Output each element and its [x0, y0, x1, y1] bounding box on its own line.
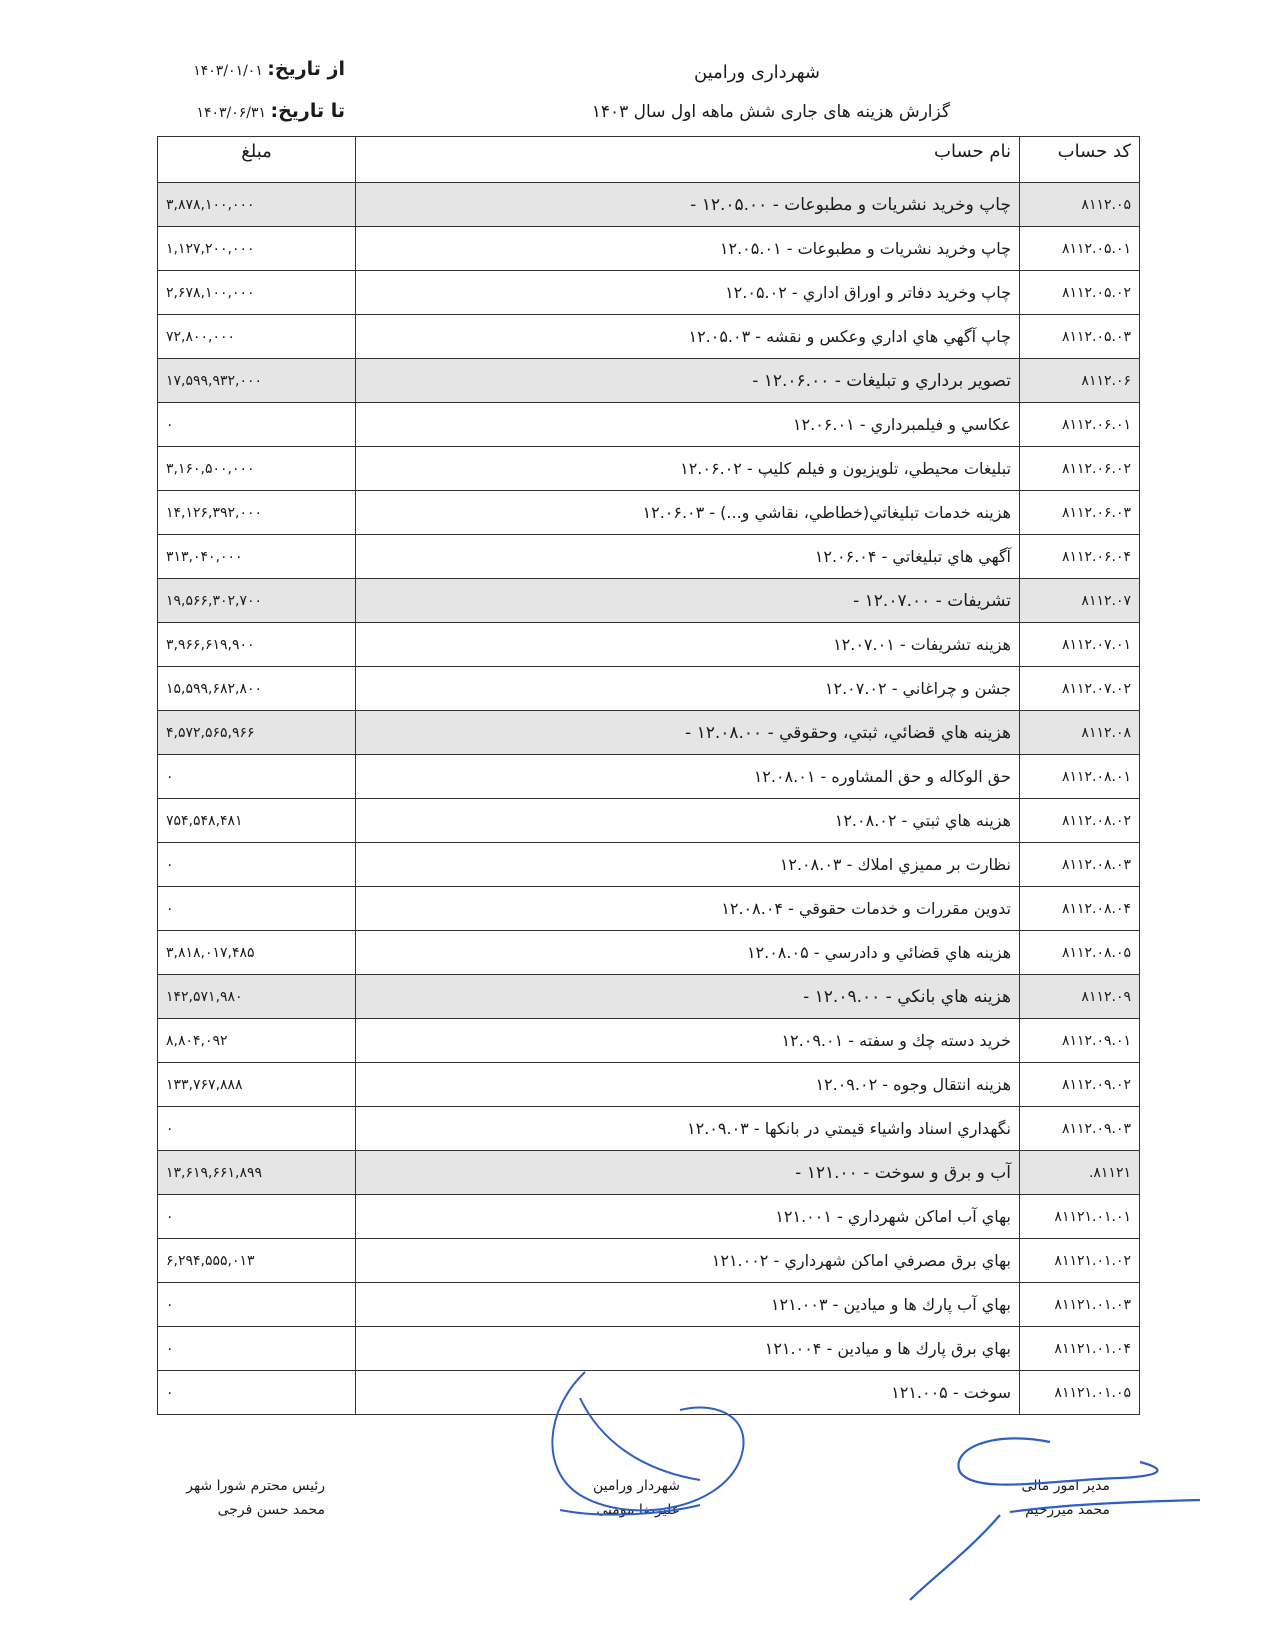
account-name-cell: آگهي هاي تبليغاتي - ۱۲.۰۶.۰۴	[356, 535, 1020, 579]
table-row-group	[158, 1151, 1140, 1195]
amount-cell: ۰	[158, 1327, 356, 1371]
table-row	[158, 491, 1140, 535]
account-code-cell: ۸۱۱۲.۰۸.۰۲	[1020, 799, 1140, 843]
account-name-cell: بهاي آب اماكن شهرداري - ۱۲۱.۰۰۱	[356, 1195, 1020, 1239]
from-date-label: از تاریخ:	[267, 58, 345, 80]
account-name-cell: هزينه تشريفات - ۱۲.۰۷.۰۱	[356, 623, 1020, 667]
account-name-cell: سوخت - ۱۲۱.۰۰۵	[356, 1371, 1020, 1415]
account-name-cell: چاپ آگهي هاي اداري وعکس و نقشه - ۱۲.۰۵.۰۳	[356, 315, 1020, 359]
table-row-group	[158, 183, 1140, 227]
column-header-amount: مبلغ	[158, 137, 356, 183]
finance-signature-block	[1000, 1474, 1110, 1522]
report-subtitle: گزارش هزینه های جاری شش ماهه اول سال ۱۴۰۳	[591, 102, 950, 122]
table-row	[158, 1195, 1140, 1239]
amount-cell: ۰	[158, 1283, 356, 1327]
amount-cell: ۰	[158, 843, 356, 887]
table-row	[158, 1019, 1140, 1063]
account-name-cell: آب و برق و سوخت - ۱۲۱.۰۰ -	[356, 1151, 1020, 1195]
table-row	[158, 1239, 1140, 1283]
finance-title: مدیر امور مالی	[1021, 1478, 1110, 1494]
table-row	[158, 887, 1140, 931]
account-name-cell: بهاي آب پارك ها و ميادين - ۱۲۱.۰۰۳	[356, 1283, 1020, 1327]
account-name-cell: تبليغات محيطي، تلويزيون و فيلم کليپ - ۱۲.۰۶.۰۲	[356, 447, 1020, 491]
table-row	[158, 755, 1140, 799]
table-row-group	[158, 579, 1140, 623]
amount-cell: ۱۹,۵۶۶,۳۰۲,۷۰۰	[158, 579, 356, 623]
account-code-cell: ۸۱۱۲.۰۷.۰۲	[1020, 667, 1140, 711]
account-name-cell: نظارت بر مميزي املاك - ۱۲.۰۸.۰۳	[356, 843, 1020, 887]
account-name-cell: بهاي برق مصرفي اماكن شهرداري - ۱۲۱.۰۰۲	[356, 1239, 1020, 1283]
table-row	[158, 623, 1140, 667]
account-code-cell: ۸۱۱۲.۰۸	[1020, 711, 1140, 755]
finance-name: محمد میرزحیم	[1025, 1502, 1110, 1518]
table-header-row	[158, 137, 1140, 183]
account-code-cell: ۸۱۱۲.۰۵	[1020, 183, 1140, 227]
council-name: محمد حسن فرجی	[217, 1502, 325, 1518]
to-date-label: تا تاریخ:	[270, 100, 345, 122]
account-code-cell: ۸۱۱۲.۰۹.۰۲	[1020, 1063, 1140, 1107]
table-row	[158, 1107, 1140, 1151]
account-code-cell: ۸۱۱۲۱.۰۱.۰۵	[1020, 1371, 1140, 1415]
amount-cell: ۴,۵۷۲,۵۶۵,۹۶۶	[158, 711, 356, 755]
table-row	[158, 315, 1140, 359]
from-date-value: ۱۴۰۳/۰۱/۰۱	[193, 63, 263, 79]
account-name-cell: هزينه هاي قضائي و دادرسي - ۱۲.۰۸.۰۵	[356, 931, 1020, 975]
account-code-cell: ۸۱۱۲.۰۸.۰۵	[1020, 931, 1140, 975]
account-name-cell: چاپ وخرید نشریات و مطبوعات - ۱۲.۰۵.۰۱	[356, 227, 1020, 271]
amount-cell: ۸,۸۰۴,۰۹۲	[158, 1019, 356, 1063]
table-row	[158, 667, 1140, 711]
table-row	[158, 799, 1140, 843]
council-signature-block	[160, 1474, 325, 1522]
account-code-cell: ۸۱۱۲.۰۷.۰۱	[1020, 623, 1140, 667]
account-code-cell: ۸۱۱۲.۰۷	[1020, 579, 1140, 623]
column-header-name: نام حساب	[356, 137, 1020, 183]
account-code-cell: ۸۱۱۲۱.۰۱.۰۳	[1020, 1283, 1140, 1327]
table-row	[158, 1327, 1140, 1371]
to-date-line	[160, 100, 345, 122]
account-name-cell: هزينه هاي ثبتي - ۱۲.۰۸.۰۲	[356, 799, 1020, 843]
page-title: شهرداری ورامین	[694, 62, 820, 83]
account-name-cell: خريد دسته چك و سفته - ۱۲.۰۹.۰۱	[356, 1019, 1020, 1063]
amount-cell: ۳,۸۱۸,۰۱۷,۴۸۵	[158, 931, 356, 975]
amount-cell: ۷۲,۸۰۰,۰۰۰	[158, 315, 356, 359]
amount-cell: ۳۱۳,۰۴۰,۰۰۰	[158, 535, 356, 579]
account-code-cell: ۸۱۱۲.۰۵.۰۲	[1020, 271, 1140, 315]
account-code-cell: ۸۱۱۲.۰۵.۰۱	[1020, 227, 1140, 271]
table-row-group	[158, 975, 1140, 1019]
table-row-group	[158, 359, 1140, 403]
table-row	[158, 1063, 1140, 1107]
amount-cell: ۰	[158, 1195, 356, 1239]
account-code-cell: ۸۱۱۲.۰۸.۰۴	[1020, 887, 1140, 931]
account-name-cell: بهاي برق پارك ها و ميادين - ۱۲۱.۰۰۴	[356, 1327, 1020, 1371]
amount-cell: ۳,۹۶۶,۶۱۹,۹۰۰	[158, 623, 356, 667]
amount-cell: ۰	[158, 887, 356, 931]
to-date-value: ۱۴۰۳/۰۶/۳۱	[196, 105, 267, 121]
amount-cell: ۱۵,۵۹۹,۶۸۲,۸۰۰	[158, 667, 356, 711]
column-header-code: کد حساب	[1020, 137, 1140, 183]
amount-cell: ۱,۱۲۷,۲۰۰,۰۰۰	[158, 227, 356, 271]
table-row	[158, 1371, 1140, 1415]
account-name-cell: تصوير برداري و تبليغات - ۱۲.۰۶.۰۰ -	[356, 359, 1020, 403]
amount-cell: ۱۳۳,۷۶۷,۸۸۸	[158, 1063, 356, 1107]
table-row	[158, 271, 1140, 315]
account-name-cell: هزينه هاي بانكي - ۱۲.۰۹.۰۰ -	[356, 975, 1020, 1019]
account-code-cell: ۸۱۱۲.۰۶.۰۱	[1020, 403, 1140, 447]
account-code-cell: ۸۱۱۲۱.۰۱.۰۲	[1020, 1239, 1140, 1283]
account-name-cell: هزينه خدمات تبليغاتي(خطاطي، نقاشي و...) - ۱۲.۰۶.۰۳	[356, 491, 1020, 535]
account-name-cell: عکاسي و فيلمبرداري - ۱۲.۰۶.۰۱	[356, 403, 1020, 447]
table-row	[158, 931, 1140, 975]
account-name-cell: حق الوکاله و حق المشاوره - ۱۲.۰۸.۰۱	[356, 755, 1020, 799]
mayor-name: علیرضا مومنی	[596, 1502, 680, 1518]
amount-cell: ۱۳,۶۱۹,۶۶۱,۸۹۹	[158, 1151, 356, 1195]
table-row	[158, 843, 1140, 887]
account-name-cell: چاپ وخرید دفاتر و اوراق اداري - ۱۲.۰۵.۰۲	[356, 271, 1020, 315]
account-name-cell: چاپ وخرید نشریات و مطبوعات - ۱۲.۰۵.۰۰ -	[356, 183, 1020, 227]
amount-cell: ۷۵۴,۵۴۸,۴۸۱	[158, 799, 356, 843]
account-name-cell: تشريفات - ۱۲.۰۷.۰۰ -	[356, 579, 1020, 623]
account-code-cell: ۸۱۱۲.۰۸.۰۱	[1020, 755, 1140, 799]
amount-cell: ۶,۲۹۴,۵۵۵,۰۱۳	[158, 1239, 356, 1283]
account-code-cell: ۸۱۱۲.۰۶.۰۲	[1020, 447, 1140, 491]
account-name-cell: تدوين مقررات و خدمات حقوقي - ۱۲.۰۸.۰۴	[356, 887, 1020, 931]
amount-cell: ۰	[158, 403, 356, 447]
mayor-signature-block	[570, 1474, 680, 1522]
table-row	[158, 403, 1140, 447]
table-row	[158, 1283, 1140, 1327]
account-name-cell: هزينه انتقال وجوه - ۱۲.۰۹.۰۲	[356, 1063, 1020, 1107]
account-name-cell: جشن و چراغاني - ۱۲.۰۷.۰۲	[356, 667, 1020, 711]
amount-cell: ۱۴,۱۲۶,۳۹۲,۰۰۰	[158, 491, 356, 535]
table-row	[158, 535, 1140, 579]
amount-cell: ۳,۸۷۸,۱۰۰,۰۰۰	[158, 183, 356, 227]
account-code-cell: ۸۱۱۲۱.	[1020, 1151, 1140, 1195]
account-code-cell: ۸۱۱۲.۰۹	[1020, 975, 1140, 1019]
table-row	[158, 447, 1140, 491]
amount-cell: ۰	[158, 1371, 356, 1415]
amount-cell: ۱۷,۵۹۹,۹۳۲,۰۰۰	[158, 359, 356, 403]
account-code-cell: ۸۱۱۲.۰۶	[1020, 359, 1140, 403]
table-row	[158, 227, 1140, 271]
account-code-cell: ۸۱۱۲۱.۰۱.۰۴	[1020, 1327, 1140, 1371]
account-code-cell: ۸۱۱۲.۰۵.۰۳	[1020, 315, 1140, 359]
account-code-cell: ۸۱۱۲.۰۸.۰۳	[1020, 843, 1140, 887]
account-code-cell: ۸۱۱۲.۰۶.۰۳	[1020, 491, 1140, 535]
amount-cell: ۰	[158, 755, 356, 799]
expense-table	[157, 136, 1140, 1415]
amount-cell: ۱۴۲,۵۷۱,۹۸۰	[158, 975, 356, 1019]
account-code-cell: ۸۱۱۲.۰۹.۰۱	[1020, 1019, 1140, 1063]
amount-cell: ۰	[158, 1107, 356, 1151]
amount-cell: ۳,۱۶۰,۵۰۰,۰۰۰	[158, 447, 356, 491]
amount-cell: ۲,۶۷۸,۱۰۰,۰۰۰	[158, 271, 356, 315]
account-code-cell: ۸۱۱۲۱.۰۱.۰۱	[1020, 1195, 1140, 1239]
account-name-cell: هزينه هاي قضائي، ثبتي، وحقوقي - ۱۲.۰۸.۰۰ -	[356, 711, 1020, 755]
table-row-group	[158, 711, 1140, 755]
account-name-cell: نگهداري اسناد واشياء قيمتي در بانكها - ۱۲.۰۹.۰۳	[356, 1107, 1020, 1151]
account-code-cell: ۸۱۱۲.۰۶.۰۴	[1020, 535, 1140, 579]
council-title: رئیس محترم شورا شهر	[186, 1478, 325, 1494]
account-code-cell: ۸۱۱۲.۰۹.۰۳	[1020, 1107, 1140, 1151]
table-body	[158, 183, 1140, 1415]
from-date-line	[160, 58, 345, 80]
mayor-title: شهردار ورامین	[592, 1478, 680, 1494]
